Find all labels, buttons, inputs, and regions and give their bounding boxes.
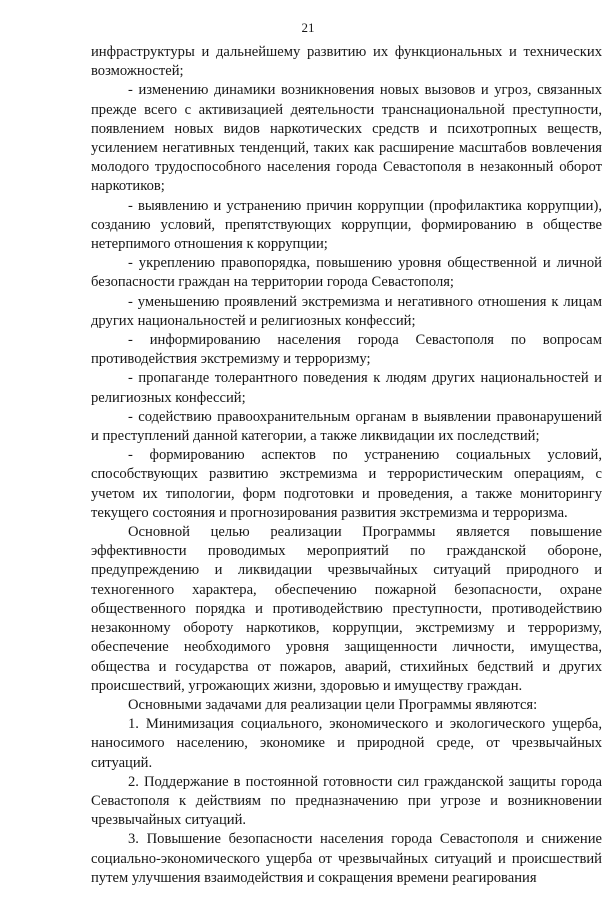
paragraph-task-1: 1. Минимизация социального, экономического и экологического ущерба, наносимого населению, экономике и природной среде, от чрезвычайных ситуаций. bbox=[91, 716, 602, 771]
paragraph-corruption-prevention: - выявлению и устранению причин коррупции (профилактика коррупции), созданию условий, препятствующих коррупции, формированию в обществе нетерпимого отношения к коррупции; bbox=[91, 197, 602, 253]
paragraph-task-3: 3. Повышение безопасности населения города Севастополя и снижение социально-экономического ущерба от чрезвычайных ситуаций и происшествий путем улучшения взаимодействия и сокращения времени реагирования bbox=[91, 831, 602, 886]
paragraph-task-2: 2. Поддержание в постоянной готовности сил гражданской защиты города Севастополя к действиям по предназначению при угрозе и возникновении чрезвычайных ситуаций. bbox=[91, 773, 602, 829]
paragraph-extremism-reduction: - уменьшению проявлений экстремизма и негативного отношения к лицам других национальностей и религиозных конфессий; bbox=[91, 293, 602, 329]
paragraph-tolerance-propaganda: - пропаганде толерантного поведения к людям других национальностей и религиозных конфессий; bbox=[91, 370, 602, 406]
paragraph-program-goal: Основной целью реализации Программы является повышение эффективности проводимых мероприятий по гражданской обороне, предупреждению и ликвидации чрезвычайных ситуаций природного и техногенного характера, обеспечению пожарной безопасности, охране общественного порядка и противодействию преступности, противодействию незаконному обороту наркотиков, коррупции, экстремизму и терроризму, обеспечение необходимого уровня защищенности личности, имущества, общества и государства от пожаров, аварий, стихийных бедствий и других происшествий, угрожающих жизни, здоровью и имуществу граждан. bbox=[91, 524, 602, 694]
document-body bbox=[91, 43, 602, 888]
paragraph-extremism-monitoring: - формированию аспектов по устранению социальных условий, способствующих развитию экстремизма и террористическим операциям, с учетом их типологии, форм подготовки и проведения, а также мониторингу текущего состояния и прогнозирования развития экстремизма и терроризма. bbox=[91, 447, 602, 521]
paragraph-public-informing: - информированию населения города Севастополя по вопросам противодействия экстремизму и терроризму; bbox=[91, 332, 602, 368]
page-number: 21 bbox=[301, 20, 315, 35]
paragraph-infrastructure: инфраструктуры и дальнейшему развитию их функциональных и технических возможностей; bbox=[91, 44, 602, 80]
paragraph-drug-threats: - изменению динамики возникновения новых вызовов и угроз, связанных прежде всего с активизацией деятельности транснациональной преступности, появлением новых видов наркотических средств и психотропных веществ, усилением негативных тенденций, таких как расширение масштабов вовлечения молодого трудоспособного населения города Севастополя в незаконный оборот наркотиков; bbox=[91, 82, 602, 195]
paragraph-law-enforcement-assistance: - содействию правоохранительным органам в выявлении правонарушений и преступлений данной категории, а также ликвидации их последствий; bbox=[91, 408, 602, 445]
paragraph-law-and-order: - укреплению правопорядка, повышению уровня общественной и личной безопасности граждан на территории города Севастополя; bbox=[91, 255, 602, 291]
paragraph-tasks-intro: Основными задачами для реализации цели Программы являются: bbox=[128, 696, 538, 713]
